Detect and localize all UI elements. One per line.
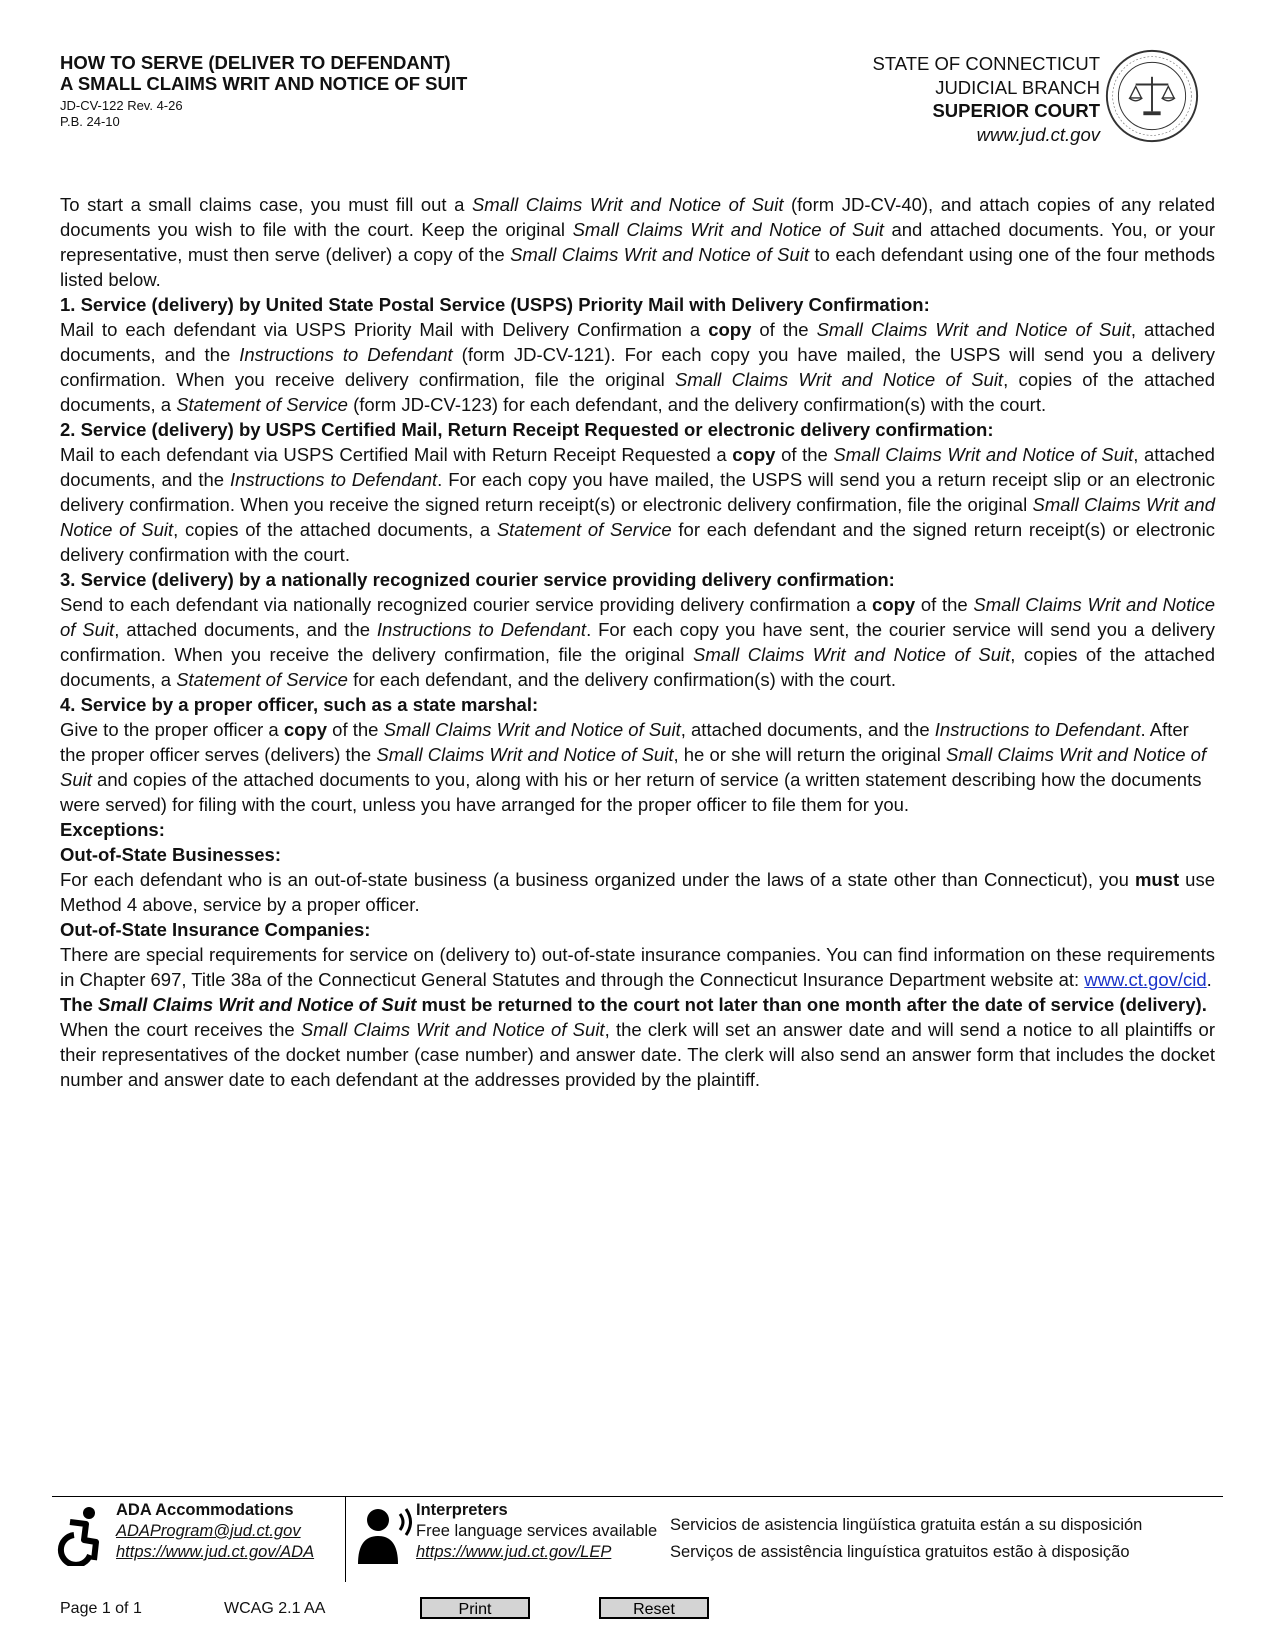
- out-of-state-business-body: For each defendant who is an out-of-state business (a business organized under the laws of a state other than Connecticut), you must use Method 4 above, service by a proper officer.: [60, 869, 1216, 915]
- section-4-body: Give to the proper officer a copy of the Small Claims Writ and Notice of Suit, attached documents, and the Instructions to Defendant. After the proper officer serves (delivers) the Small Claims Writ and Notice of Suit, he or she will return the original Small Claims Writ and Notice of Suit and copies of the attached documents to you, along with his or her return of service (a written statement describing how the documents were served) for filing with the court, unless you have arranged for the proper officer to file them for you.: [60, 719, 1207, 815]
- court-website: www.jud.ct.gov: [976, 123, 1100, 145]
- accessibility-icon: [56, 1506, 104, 1566]
- exceptions-heading: Exceptions:: [60, 819, 165, 840]
- court-name: SUPERIOR COURT: [932, 100, 1100, 121]
- speaking-person-icon: [356, 1506, 416, 1566]
- form-header: [60, 52, 1220, 152]
- section-1-heading: 1. Service (delivery) by United State Postal Service (USPS) Priority Mail with Delivery Confirmation:: [60, 294, 930, 315]
- form-codes: [60, 98, 183, 130]
- out-of-state-business-heading: Out-of-State Businesses:: [60, 844, 282, 865]
- ada-heading: ADA Accommodations: [116, 1501, 294, 1519]
- section-2-body: Mail to each defendant via USPS Certified Mail with Return Receipt Requested a copy of the Small Claims Writ and Notice of Suit, attached documents, and the Instructions to Defendant. For each copy you have mailed, the USPS will send you a return receipt slip or an electronic delivery confirmation. When you receive the signed return receipt(s) or electronic delivery confirmation, file the original Small Claims Writ and Notice of Suit, copies of the attached documents, a Statement of Service for each defendant and the signed return receipt(s) or electronic delivery confirmation with the court.: [60, 444, 1216, 565]
- ada-email-link[interactable]: ADAProgram@jud.ct.gov: [116, 1522, 301, 1540]
- interpreters-text: [416, 1500, 657, 1563]
- form-bottom-bar: [0, 1596, 1275, 1626]
- ada-url-link[interactable]: https://www.jud.ct.gov/ADA: [116, 1543, 315, 1561]
- form-title-line2: A SMALL CLAIMS WRIT AND NOTICE OF SUIT: [60, 73, 468, 94]
- return-deadline-notice: The Small Claims Writ and Notice of Suit must be returned to the court not later than one month after the date of service (delivery).: [60, 994, 1207, 1015]
- state-name: STATE OF CONNECTICUT: [872, 53, 1100, 74]
- section-2-heading: 2. Service (delivery) by USPS Certified Mail, Return Receipt Requested or electronic delivery confirmation:: [60, 419, 994, 440]
- form-title-line1: HOW TO SERVE (DELIVER TO DEFENDANT): [60, 52, 451, 73]
- closing-paragraph: When the court receives the Small Claims Writ and Notice of Suit, the clerk will set an answer date and will send a notice to all plaintiffs or their representatives of the docket number (case number) and answer date. The clerk will also send an answer form that includes the docket number and answer date to each defendant at the addresses provided by the plaintiff.: [60, 1019, 1215, 1090]
- form-content: [60, 192, 1215, 1092]
- form-number: JD-CV-122 Rev. 4-26: [60, 98, 183, 113]
- section-4-heading: 4. Service by a proper officer, such as a state marshal:: [60, 694, 539, 715]
- out-of-state-insurance-heading: Out-of-State Insurance Companies:: [60, 919, 371, 940]
- reset-button[interactable]: Reset: [599, 1597, 709, 1619]
- ada-accommodations: [52, 1500, 345, 1582]
- intro-paragraph: To start a small claims case, you must fill out a Small Claims Writ and Notice of Suit (form JD-CV-40), and attach copies of any related documents you wish to file with the court. Keep the original Small Claims Writ and Notice of Suit and attached documents. You, or your representative, must then serve (deliver) a copy of the Small Claims Writ and Notice of Suit to each defendant using one of the four methods listed below.: [60, 194, 1215, 290]
- page-number: Page 1 of 1: [60, 1600, 142, 1617]
- language-services: [670, 1512, 1142, 1566]
- print-button[interactable]: Print: [420, 1597, 530, 1619]
- interpreters-description: Free language services available: [416, 1522, 658, 1540]
- section-1-body: Mail to each defendant via USPS Priority Mail with Delivery Confirmation a copy of the Small Claims Writ and Notice of Suit, attached documents, and the Instructions to Defendant (form JD-CV-121). For each copy you have mailed, the USPS will send you a delivery confirmation. When you receive delivery confirmation, file the original Small Claims Writ and Notice of Suit, copies of the attached documents, a Statement of Service (form JD-CV-123) for each defendant, and the delivery confirmation(s) with the court.: [60, 319, 1216, 415]
- ada-text: [116, 1500, 314, 1563]
- court-block: [873, 52, 1100, 146]
- section-3-body: Send to each defendant via nationally recognized courier service providing delivery confirmation a copy of the Small Claims Writ and Notice of Suit, attached documents, and the Instructions to Defendant. For each copy you have sent, the courier service will send you a delivery confirmation. When you receive the delivery confirmation, file the original Small Claims Writ and Notice of Suit, copies of the attached documents, a Statement of Service for each defendant, and the delivery confirmation(s) with the court.: [60, 594, 1215, 690]
- state-seal-icon: [1104, 48, 1200, 144]
- footer-vertical-divider: [345, 1496, 346, 1582]
- practice-book-ref: P.B. 24-10: [60, 114, 120, 129]
- interpreters-heading: Interpreters: [416, 1501, 508, 1519]
- branch-name: JUDICIAL BRANCH: [935, 76, 1100, 98]
- spanish-notice: Servicios de asistencia lingüística gratuita están a su disposición: [670, 1516, 1143, 1534]
- out-of-state-insurance-body: There are special requirements for service on (delivery to) out-of-state insurance companies. You can find information on these requirements in Chapter 697, Title 38a of the Connecticut General Statutes and through the Connecticut Insurance Department website at: www.ct.gov/cid.: [60, 944, 1215, 990]
- portuguese-notice: Serviços de assistência linguística gratuitos estão à disposição: [670, 1543, 1130, 1561]
- form-title: [60, 52, 467, 94]
- footer-divider: [52, 1496, 1223, 1497]
- section-3-heading: 3. Service (delivery) by a nationally recognized courier service providing delivery confirmation:: [60, 569, 895, 590]
- cid-website-link[interactable]: www.ct.gov/cid: [1084, 969, 1207, 990]
- wcag-badge: WCAG 2.1 AA: [224, 1600, 326, 1617]
- lep-url-link[interactable]: https://www.jud.ct.gov/LEP: [416, 1543, 612, 1561]
